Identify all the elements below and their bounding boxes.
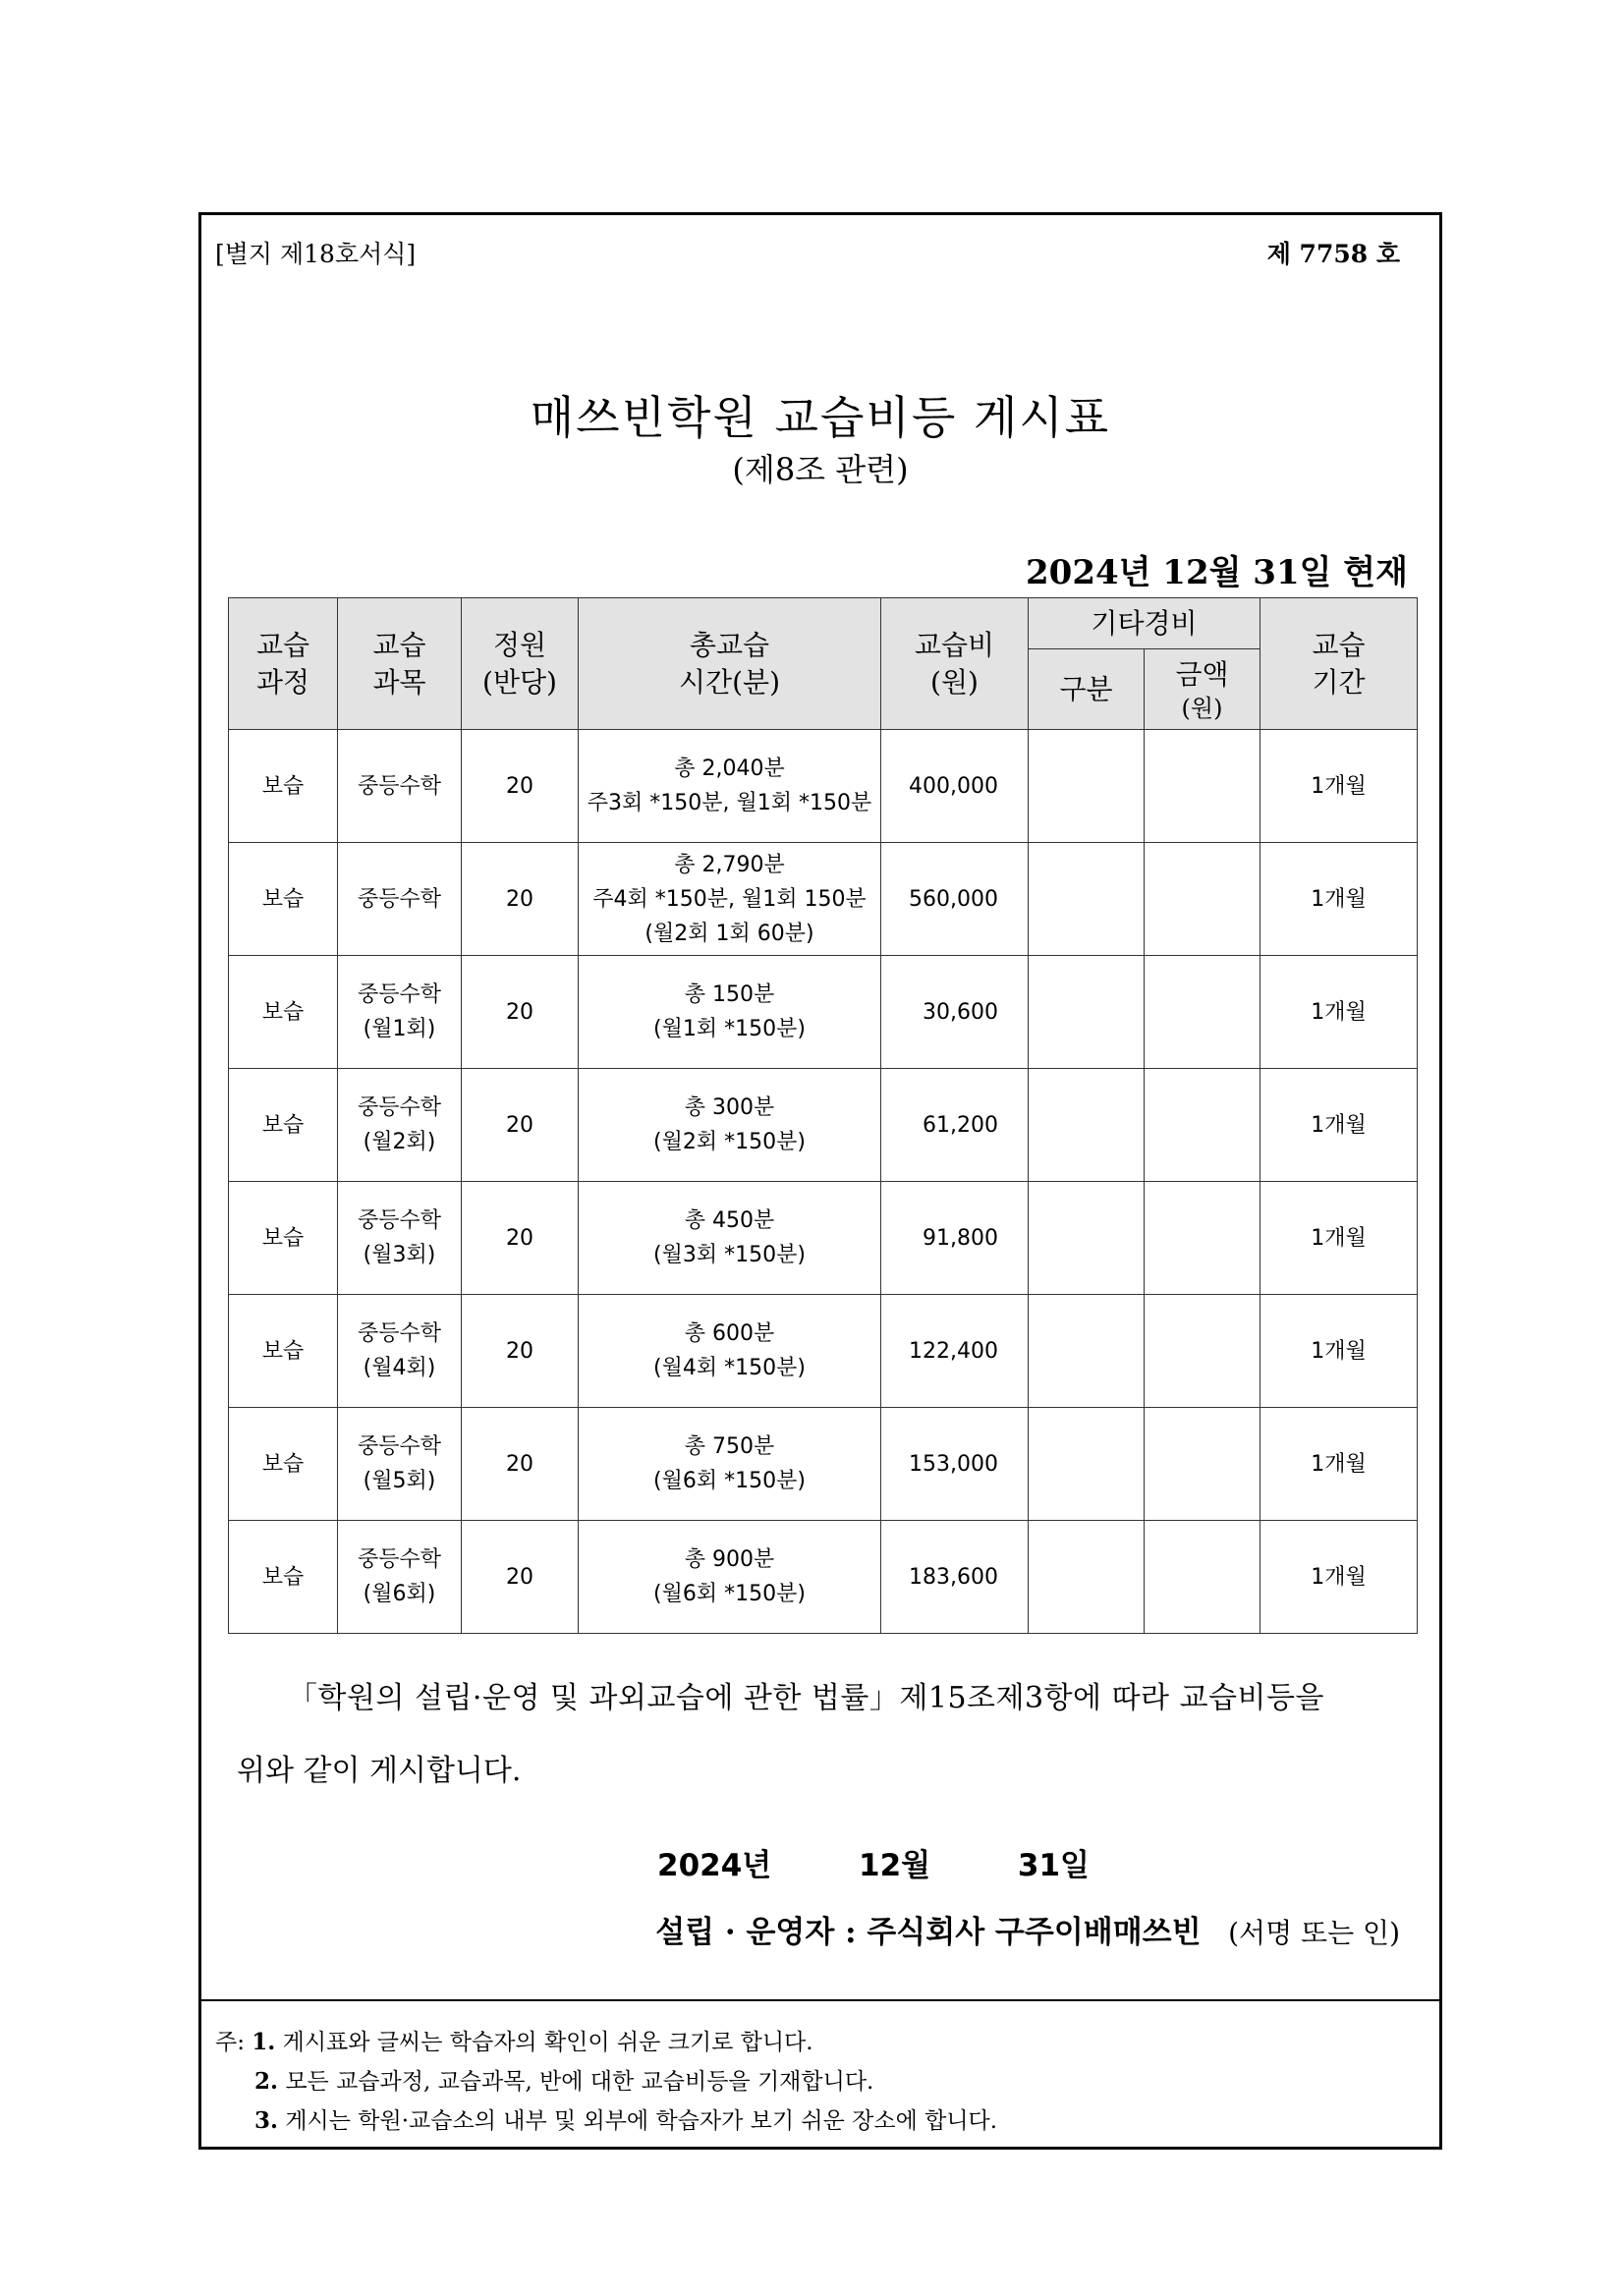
cell-capacity: 20 [462,1069,579,1182]
fee-table [228,597,1418,1634]
as-of-date: 2024년 12월 31일 현재 [1026,553,1408,592]
cell-subject: 중등수학 (월1회) [338,956,462,1069]
cell-fee: 153,000 [881,1408,1029,1521]
cell-fee: 61,200 [881,1069,1029,1182]
header-fee: 교습비 (원) [881,598,1029,730]
cell-capacity: 20 [462,956,579,1069]
cell-other-amount [1145,1408,1260,1521]
table-row [229,1182,1418,1295]
note-item-3: 3. 게시는 학원·교습소의 내부 및 외부에 학습자가 보기 쉬운 장소에 합니다. [254,2107,998,2134]
cell-course: 보습 [229,843,338,956]
cell-period: 1개월 [1260,1408,1418,1521]
operator-label: 설립 · 운영자 : 주식회사 구주이배매쓰빈 [655,1915,1202,1950]
cell-other-type [1029,1182,1145,1295]
cell-course: 보습 [229,1182,338,1295]
cell-other-type [1029,730,1145,843]
cell-capacity: 20 [462,843,579,956]
cell-fee: 560,000 [881,843,1029,956]
date-day: 31일 [1017,1848,1091,1883]
operator-line [655,1907,1400,1951]
document-number: 제 7758 호 [1266,240,1400,268]
cell-capacity: 20 [462,1521,579,1634]
cell-other-amount [1145,1069,1260,1182]
cell-other-type [1029,956,1145,1069]
cell-period: 1개월 [1260,1295,1418,1408]
cell-subject: 중등수학 [338,730,462,843]
form-number: [별지 제18호서식] [215,240,417,268]
cell-subject: 중등수학 (월6회) [338,1521,462,1634]
cell-capacity: 20 [462,730,579,843]
cell-course: 보습 [229,730,338,843]
cell-period: 1개월 [1260,730,1418,843]
posting-date [657,1840,1137,1884]
cell-course: 보습 [229,956,338,1069]
notes-prefix: 주: [215,2030,245,2055]
table-row [229,956,1418,1069]
date-month: 12월 [859,1848,931,1883]
cell-other-type [1029,1295,1145,1408]
cell-subject: 중등수학 (월4회) [338,1295,462,1408]
cell-other-type [1029,1408,1145,1521]
cell-period: 1개월 [1260,1521,1418,1634]
cell-course: 보습 [229,1295,338,1408]
cell-other-amount [1145,956,1260,1069]
cell-course: 보습 [229,1069,338,1182]
statement-line-1: 「학원의 설립·운영 및 과외교습에 관한 법률」제15조제3항에 따라 교습비등을 [288,1681,1324,1715]
posting-statement [229,1662,1426,1808]
header-other-expenses: 기타경비 [1029,598,1260,649]
table-row [229,1295,1418,1408]
cell-other-amount [1145,1295,1260,1408]
cell-total-time: 총 150분 (월1회 *150분) [579,956,881,1069]
note-item-1: 주: 1. 게시표와 글씨는 학습자의 확인이 쉬운 크기로 합니다. [215,2029,813,2055]
cell-fee: 183,600 [881,1521,1029,1634]
header-other-amount: 금액 (원) [1145,649,1260,730]
header-period: 교습 기간 [1260,598,1418,730]
cell-total-time: 총 450분 (월3회 *150분) [579,1182,881,1295]
cell-total-time: 총 750분 (월6회 *150분) [579,1408,881,1521]
document-frame [198,212,1442,2150]
statement-line-2: 위와 같이 게시합니다. [237,1754,522,1788]
table-row [229,843,1418,956]
cell-fee: 91,800 [881,1182,1029,1295]
table-row [229,1069,1418,1182]
page-subtitle: (제8조 관련) [732,451,909,488]
header-total-time: 총교습 시간(분) [579,598,881,730]
cell-other-amount [1145,843,1260,956]
cell-other-amount [1145,1182,1260,1295]
cell-other-type [1029,1521,1145,1634]
cell-subject: 중등수학 [338,843,462,956]
table-row [229,1408,1418,1521]
table-row [229,730,1418,843]
cell-subject: 중등수학 (월5회) [338,1408,462,1521]
date-year: 2024년 [657,1848,772,1883]
cell-fee: 122,400 [881,1295,1029,1408]
cell-other-amount [1145,1521,1260,1634]
cell-capacity: 20 [462,1182,579,1295]
cell-period: 1개월 [1260,1069,1418,1182]
cell-period: 1개월 [1260,956,1418,1069]
cell-capacity: 20 [462,1295,579,1408]
cell-total-time: 총 2,790분 주4회 *150분, 월1회 150분 (월2회 1회 60분) [579,843,881,956]
cell-capacity: 20 [462,1408,579,1521]
header-course: 교습 과정 [229,598,338,730]
header-other-type: 구분 [1029,649,1145,730]
cell-period: 1개월 [1260,843,1418,956]
cell-subject: 중등수학 (월2회) [338,1069,462,1182]
cell-other-amount [1145,730,1260,843]
cell-total-time: 총 900분 (월6회 *150분) [579,1521,881,1634]
cell-course: 보습 [229,1408,338,1521]
cell-other-type [1029,1069,1145,1182]
note-item-2: 2. 모든 교습과정, 교습과목, 반에 대한 교습비등을 기재합니다. [254,2068,874,2095]
cell-total-time: 총 2,040분 주3회 *150분, 월1회 *150분 [579,730,881,843]
cell-fee: 30,600 [881,956,1029,1069]
cell-total-time: 총 300분 (월2회 *150분) [579,1069,881,1182]
cell-total-time: 총 600분 (월4회 *150분) [579,1295,881,1408]
notes-section [201,1999,1439,2141]
signature-note: (서명 또는 인) [1228,1917,1400,1949]
fee-table-body [229,730,1418,1634]
table-row [229,1521,1418,1634]
page-title: 매쓰빈학원 교습비등 게시표 [530,391,1111,444]
cell-other-type [1029,843,1145,956]
cell-course: 보습 [229,1521,338,1634]
cell-period: 1개월 [1260,1182,1418,1295]
header-subject: 교습 과목 [338,598,462,730]
cell-fee: 400,000 [881,730,1029,843]
cell-subject: 중등수학 (월3회) [338,1182,462,1295]
header-capacity: 정원 (반당) [462,598,579,730]
